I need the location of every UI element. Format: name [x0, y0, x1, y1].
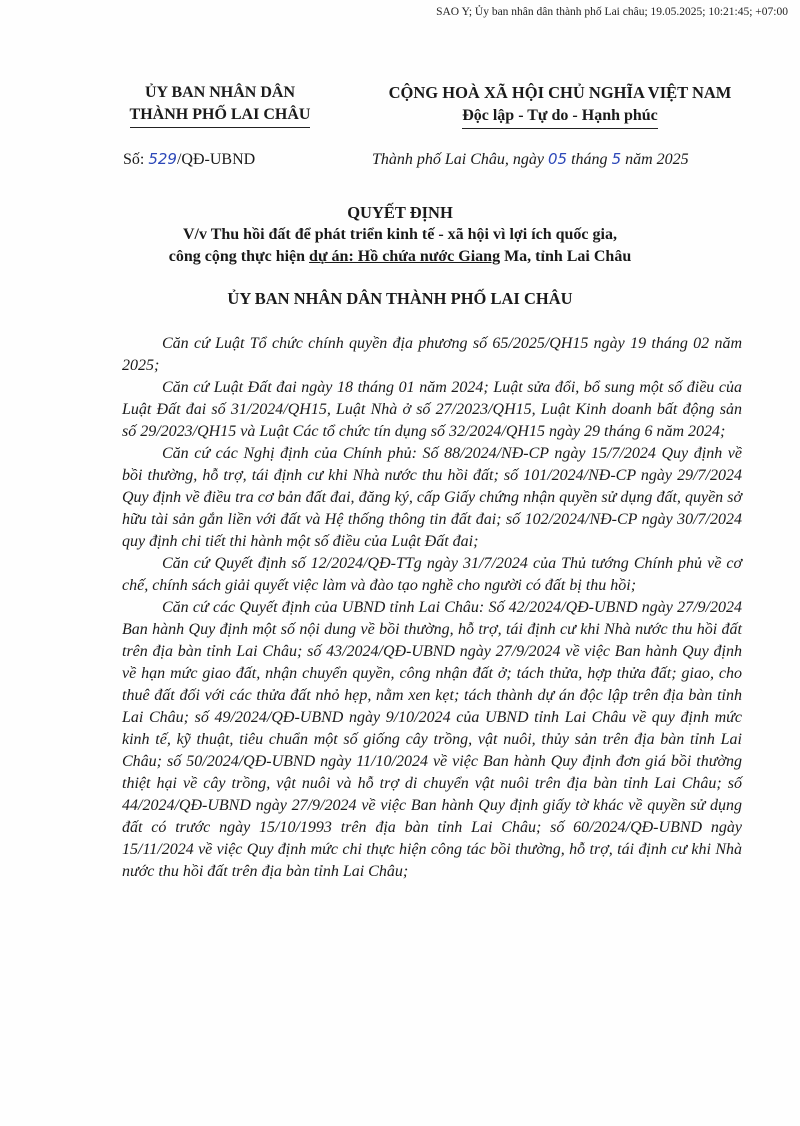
- decision-title-block: [0, 202, 800, 268]
- issue-date: [372, 150, 689, 169]
- subject-part-c: Ma, tỉnh Lai Châu: [500, 248, 632, 265]
- subject-part-b: dự án: Hồ chứa nước Giang: [309, 248, 501, 265]
- org-line-2: THÀNH PHỐ LAI CHÂU: [130, 104, 311, 128]
- docno-prefix: Số:: [123, 151, 149, 168]
- digital-copy-stamp: SAO Y; Ủy ban nhân dân thành phố Lai châu; 19.05.2025; 10:21:45; +07:00: [436, 6, 788, 18]
- paragraph: Căn cứ Quyết định số 12/2024/QĐ-TTg ngày 31/7/2024 của Thủ tướng Chính phủ về cơ chế, chính sách giải quyết việc làm và đào tạo nghề cho người có đất bị thu hồi;: [122, 555, 742, 594]
- docno-handwritten-number: 529: [148, 150, 177, 168]
- national-heading: [360, 82, 760, 129]
- docno-suffix: /QĐ-UBND: [176, 151, 256, 168]
- date-prefix: Thành phố Lai Châu, ngày: [372, 151, 549, 168]
- subject-part-a: công cộng thực hiện: [168, 248, 310, 265]
- decision-subject-line-1: V/v Thu hồi đất để phát triển kinh tế - xã hội vì lợi ích quốc gia,: [183, 226, 617, 243]
- date-handwritten-month: 5: [611, 150, 622, 168]
- date-suffix: năm 2025: [621, 151, 689, 168]
- decision-title: QUYẾT ĐỊNH: [347, 203, 453, 222]
- paragraph: Căn cứ Luật Đất đai ngày 18 tháng 01 năm 2024; Luật sửa đổi, bổ sung một số điều của Luật Đất đai số 31/2024/QH15, Luật Nhà ở số 27/2023/QH15, Luật Kinh doanh bất động sản số 29/2023/QH15 và Luật Các tổ chức tín dụng số 32/2024/QH15 ngày 29 tháng 6 năm 2024;: [122, 379, 742, 440]
- issuing-authority: ỦY BAN NHÂN DÂN THÀNH PHỐ LAI CHÂU: [227, 289, 573, 308]
- issuing-organization: [110, 82, 330, 128]
- nation-name: CỘNG HOÀ XÃ HỘI CHỦ NGHĨA VIỆT NAM: [388, 83, 732, 102]
- legal-basis-body: [122, 333, 742, 883]
- decision-subject-line-2: [0, 246, 800, 268]
- document-number: [123, 150, 255, 169]
- date-handwritten-day: 05: [548, 150, 568, 168]
- national-motto: Độc lập - Tự do - Hạnh phúc: [462, 105, 658, 129]
- org-line-1: ỦY BAN NHÂN DÂN: [144, 84, 296, 101]
- paragraph: Căn cứ các Quyết định của UBND tỉnh Lai Châu: Số 42/2024/QĐ-UBND ngày 27/9/2024 Ban hành Quy định một số nội dung về bồi thường, hỗ trợ, tái định cư khi Nhà nước thu hồi đất trên địa bàn tỉnh Lai Châu; số 43/2024/QĐ-UBND ngày 27/9/2024 về việc Ban hành Quy định về hạn mức giao đất, nhận chuyển quyền, công nhận đất ở; tách thửa, hợp thửa đất; giao, cho thuê đất đối với các thửa đất nhỏ hẹp, nằm xen kẹt; tách thành dự án độc lập trên địa bàn tỉnh Lai Châu; số 49/2024/QĐ-UBND ngày 9/10/2024 của UBND tỉnh Lai Châu về quy định mức kinh tế, kỹ thuật, tiêu chuẩn một số giống cây trồng, vật nuôi, thủy sản trên địa bàn tỉnh Lai Châu; số 50/2024/QĐ-UBND ngày 11/10/2024 về việc Ban hành Quy định đơn giá bồi thường thiệt hại về cây trồng, vật nuôi và hỗ trợ di chuyển vật nuôi trên địa bàn tỉnh Lai Châu; số 44/2024/QĐ-UBND ngày 27/9/2024 về việc Ban hành Quy định giấy tờ khác về quyền sử dụng đất có trước ngày 15/10/1993 trên địa bàn tỉnh Lai Châu; số 60/2024/QĐ-UBND ngày 15/11/2024 về việc Quy định mức chi thực hiện công tác bồi thường, hỗ trợ, tái định cư khi Nhà nước thu hồi đất trên địa bàn tỉnh Lai Châu;: [122, 599, 742, 880]
- paragraph: Căn cứ Luật Tổ chức chính quyền địa phương số 65/2025/QH15 ngày 19 tháng 02 năm 2025;: [122, 335, 742, 374]
- date-mid: tháng: [567, 151, 612, 168]
- paragraph: Căn cứ các Nghị định của Chính phủ: Số 88/2024/NĐ-CP ngày 15/7/2024 Quy định về bồi thường, hỗ trợ, tái định cư khi Nhà nước thu hồi đất; số 101/2024/NĐ-CP ngày 29/7/2024 Quy định về điều tra cơ bản đất đai, đăng ký, cấp Giấy chứng nhận quyền sử dụng đất, quyền sở hữu tài sản gắn liền với đất và Hệ thống thông tin đất đai; số 102/2024/NĐ-CP ngày 30/7/2024 quy định chi tiết thi hành một số điều của Luật Đất đai;: [122, 445, 742, 550]
